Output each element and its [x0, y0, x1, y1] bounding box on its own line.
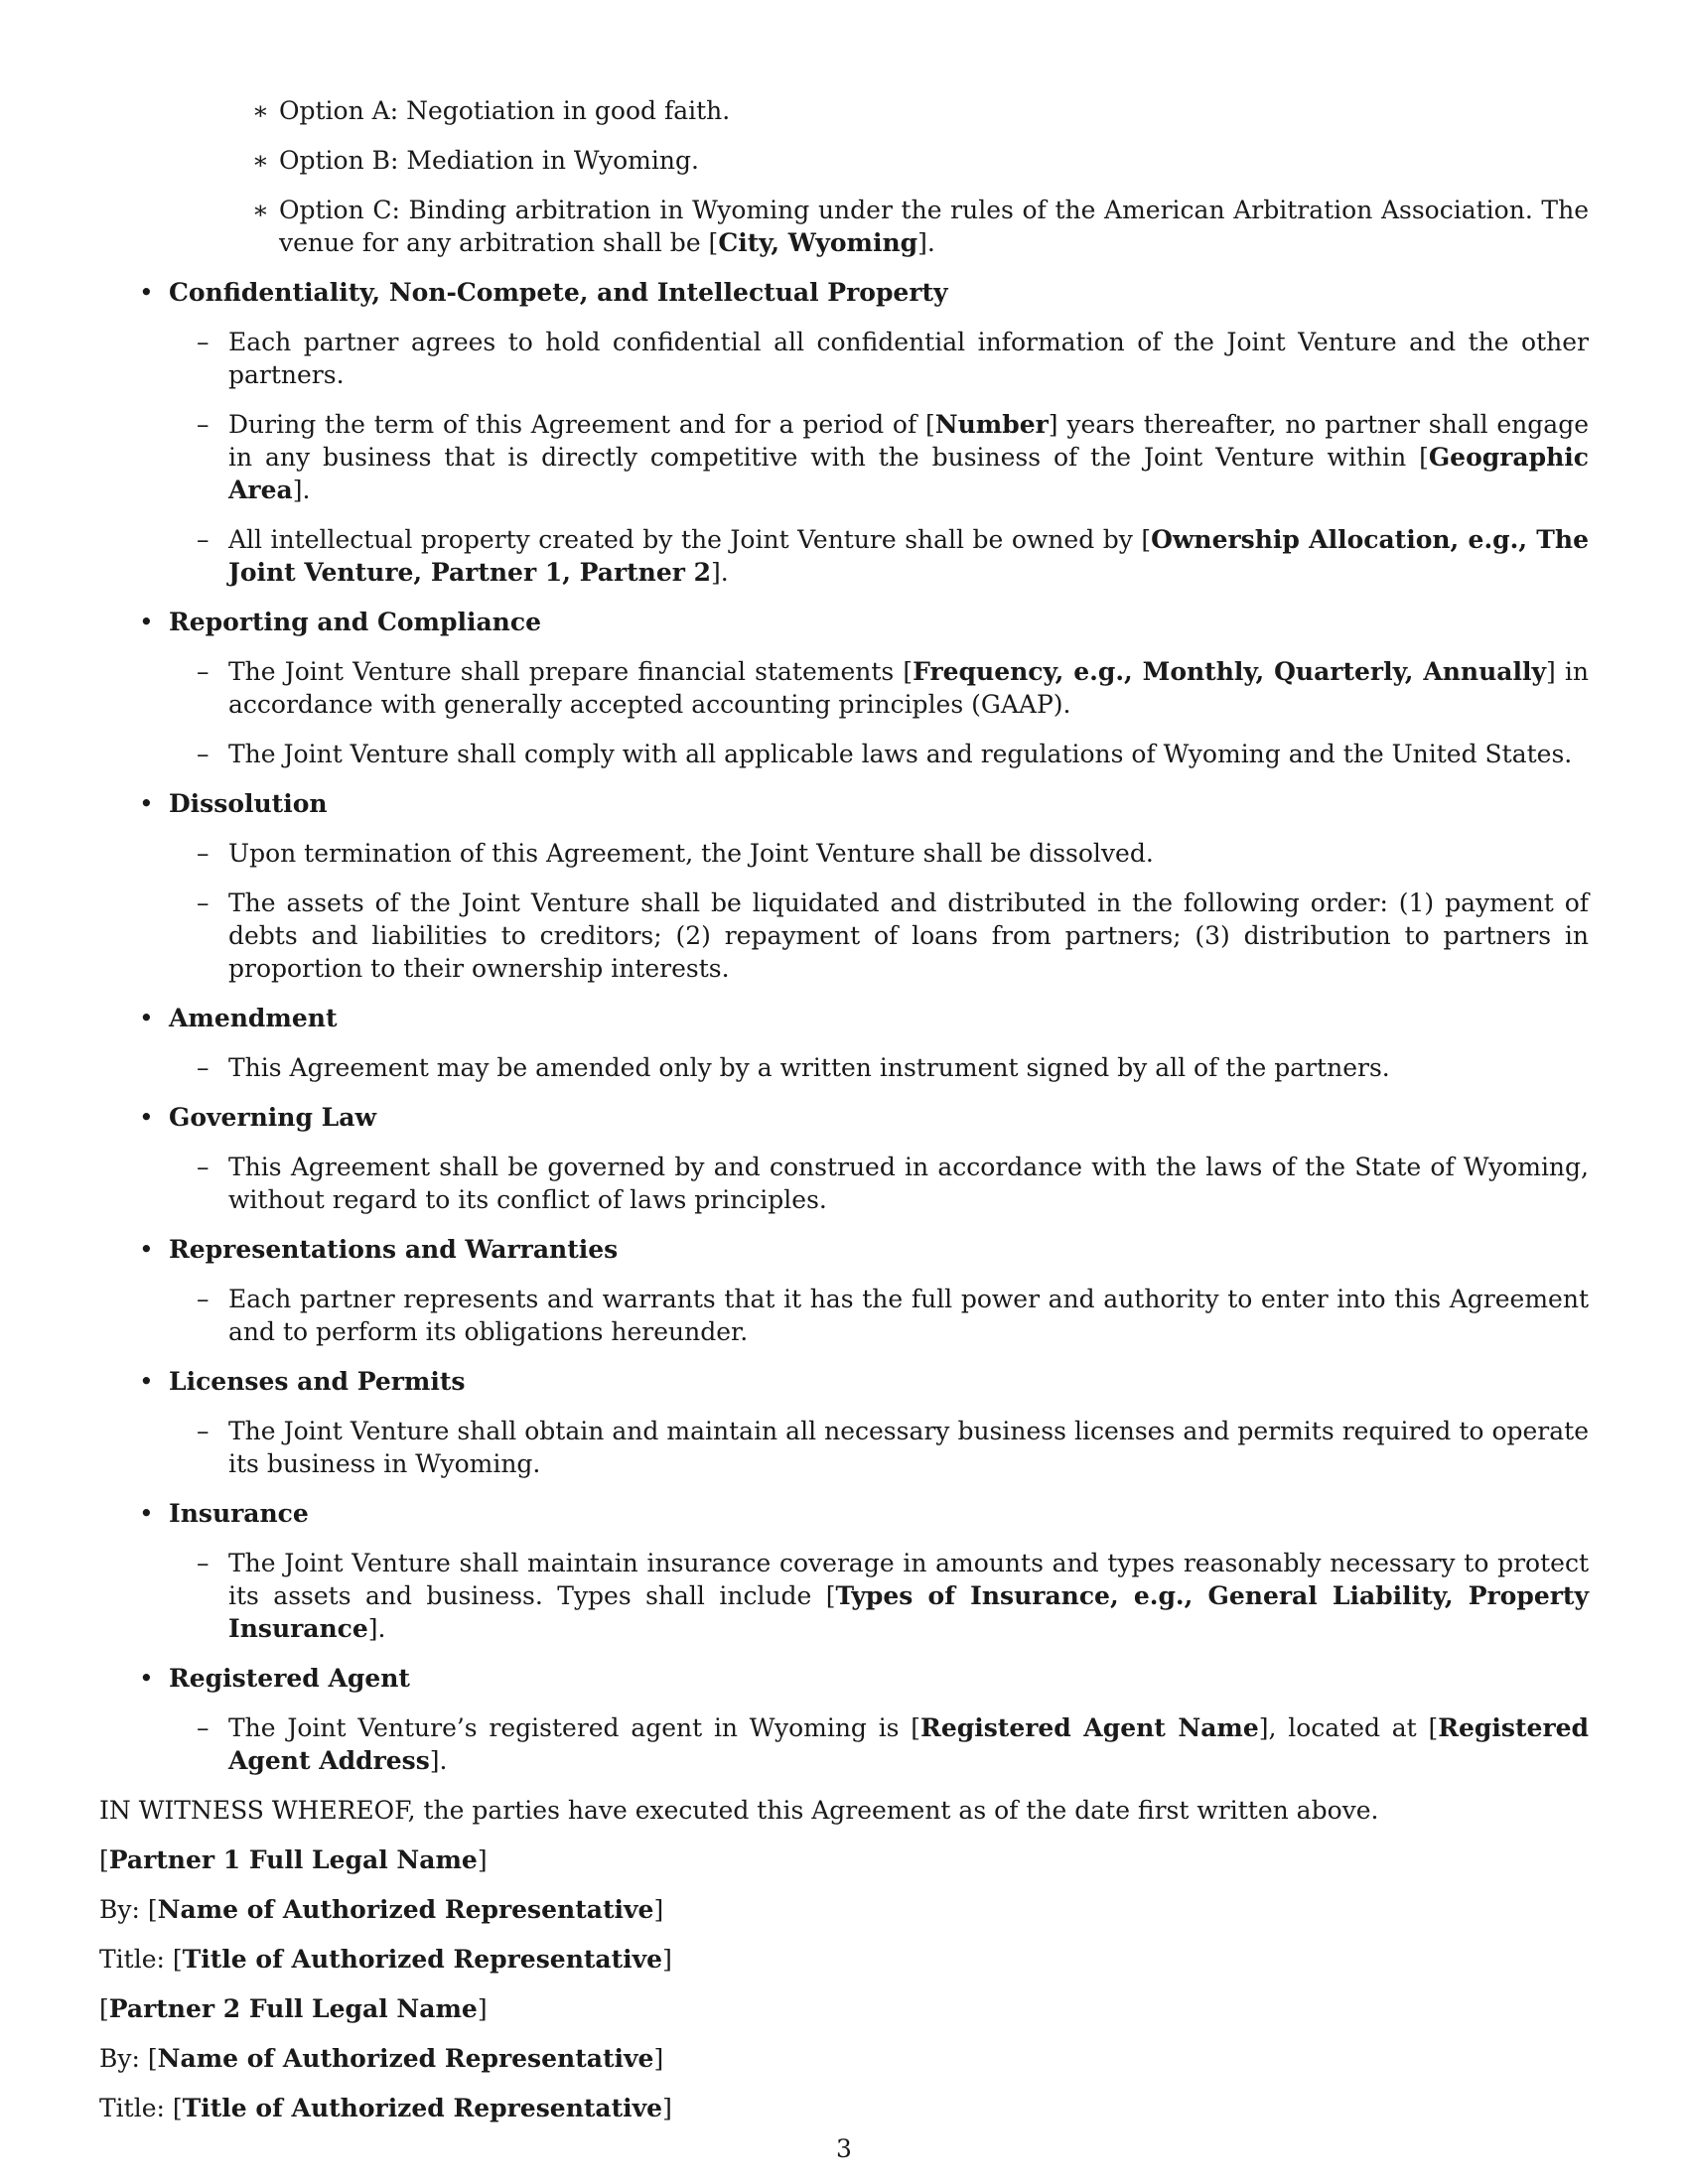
- section-reporting: • Reporting and Compliance: [139, 608, 541, 636]
- section-title: Representations and Warranties: [169, 1235, 619, 1264]
- option-a-text: Option A: Negotiation in good faith.: [279, 96, 731, 125]
- list-item: – This Agreement may be amended only by a written instrument signed by all of the partners.: [197, 1053, 1390, 1082]
- partner1-title-line: Title: [Title of Authorized Representative]: [99, 1945, 672, 1974]
- section-title: Amendment: [169, 1004, 338, 1032]
- placeholder-frequency: Frequency, e.g., Monthly, Quarterly, Annually: [913, 657, 1546, 686]
- placeholder-partner2-rep: Name of Authorized Representative: [157, 2044, 654, 2073]
- placeholder-agent-address: Registered Agent Address: [228, 1713, 1589, 1775]
- list-item: – All intellectual property created by the Joint Venture shall be owned by [Ownership Allocation, e.g., The Joint Venture, Partner 1, Partner 2].: [197, 525, 1589, 587]
- list-item: – The assets of the Joint Venture shall be liquidated and distributed in the following order: (1) payment of debts and liabilities to creditors; (2) repayment of loans from partners; (3) distribution to partners in proportion to their ownership interests.: [197, 888, 1589, 983]
- partner1-name-line: [Partner 1 Full Legal Name]: [99, 1845, 488, 1874]
- list-item: – The Joint Venture shall comply with all applicable laws and regulations of Wyoming and the United States.: [197, 740, 1573, 768]
- placeholder-number: Number: [934, 410, 1049, 439]
- section-insurance: • Insurance: [139, 1499, 309, 1528]
- list-item: – This Agreement shall be governed by and construed in accordance with the laws of the State of Wyoming, without regard to its conflict of laws principles.: [197, 1153, 1589, 1214]
- option-c-text: Option C: Binding arbitration in Wyoming under the rules of the American Arbitration Association. The venue for any arbitration shall be [City, Wyoming].: [279, 196, 1589, 257]
- witness-clause: IN WITNESS WHEREOF, the parties have executed this Agreement as of the date first written above.: [99, 1796, 1379, 1825]
- section-title: Registered Agent: [169, 1664, 410, 1693]
- option-c: [252, 194, 1589, 259]
- list-item: – The Joint Venture shall obtain and maintain all necessary business licenses and permits required to operate its business in Wyoming.: [197, 1417, 1589, 1478]
- placeholder-partner1-rep: Name of Authorized Representative: [157, 1895, 654, 1924]
- page-number: 3: [836, 2134, 852, 2163]
- partner2-title-line: Title: [Title of Authorized Representative]: [99, 2094, 672, 2122]
- asterisk-marker: ∗: [252, 146, 269, 175]
- section-title: Confidentiality, Non-Compete, and Intellectual Property: [169, 278, 948, 307]
- section-governing-law: • Governing Law: [139, 1103, 376, 1132]
- asterisk-marker: ∗: [252, 196, 269, 224]
- partner2-by-line: By: [Name of Authorized Representative]: [99, 2044, 664, 2073]
- section-title: Reporting and Compliance: [169, 608, 541, 636]
- option-b-text: Option B: Mediation in Wyoming.: [279, 146, 699, 175]
- section-licenses: • Licenses and Permits: [139, 1367, 466, 1396]
- bullet-marker: •: [139, 278, 154, 307]
- section-title: Licenses and Permits: [169, 1367, 466, 1396]
- placeholder-partner1-title: Title of Authorized Representative: [182, 1945, 663, 1974]
- section-representations: • Representations and Warranties: [139, 1235, 619, 1264]
- placeholder-ownership: Ownership Allocation, e.g., The Joint Venture, Partner 1, Partner 2: [228, 525, 1589, 587]
- asterisk-marker: ∗: [252, 96, 269, 125]
- partner1-by-line: By: [Name of Authorized Representative]: [99, 1895, 664, 1924]
- list-item: – The Joint Venture shall maintain insurance coverage in amounts and types reasonably necessary to protect its assets and business. Types shall include [Types of Insurance, e.g., General Liability, Property Insurance].: [197, 1549, 1589, 1643]
- list-item: – The Joint Venture’s registered agent in Wyoming is [Registered Agent Name], located at [Registered Agent Address].: [197, 1713, 1589, 1775]
- list-item: – Each partner agrees to hold confidential all confidential information of the Joint Venture and the other partners.: [197, 328, 1589, 389]
- list-item: – Each partner represents and warrants that it has the full power and authority to enter into this Agreement and to perform its obligations hereunder.: [197, 1285, 1589, 1346]
- placeholder-insurance-types: Types of Insurance, e.g., General Liability, Property Insurance: [228, 1581, 1589, 1643]
- list-item: – During the term of this Agreement and for a period of [Number] years thereafter, no partner shall engage in any business that is directly competitive with the business of the Joint Venture within [Geographic Area].: [197, 410, 1589, 504]
- list-item: – The Joint Venture shall prepare financial statements [Frequency, e.g., Monthly, Quarterly, Annually] in accordance with generally accepted accounting principles (GAAP).: [197, 657, 1589, 719]
- section-dissolution: • Dissolution: [139, 789, 328, 818]
- section-amendment: • Amendment: [139, 1004, 338, 1032]
- option-b: [252, 144, 1589, 177]
- list-item: – Upon termination of this Agreement, the Joint Venture shall be dissolved.: [197, 839, 1154, 868]
- section-confidentiality: [99, 276, 1589, 309]
- section-registered-agent: • Registered Agent: [139, 1664, 410, 1693]
- document-page: [99, 94, 1589, 2141]
- placeholder-partner2-name: Partner 2 Full Legal Name: [108, 1994, 478, 2023]
- placeholder-partner1-name: Partner 1 Full Legal Name: [108, 1845, 478, 1874]
- partner2-name-line: [Partner 2 Full Legal Name]: [99, 1994, 488, 2023]
- placeholder-city: City, Wyoming: [718, 228, 918, 257]
- placeholder-geographic-area: Geographic Area: [228, 443, 1589, 504]
- option-a: [252, 94, 1589, 127]
- section-title: Governing Law: [169, 1103, 376, 1132]
- section-title: Insurance: [169, 1499, 309, 1528]
- placeholder-agent-name: Registered Agent Name: [920, 1713, 1259, 1742]
- placeholder-partner2-title: Title of Authorized Representative: [182, 2094, 663, 2122]
- section-title: Dissolution: [169, 789, 328, 818]
